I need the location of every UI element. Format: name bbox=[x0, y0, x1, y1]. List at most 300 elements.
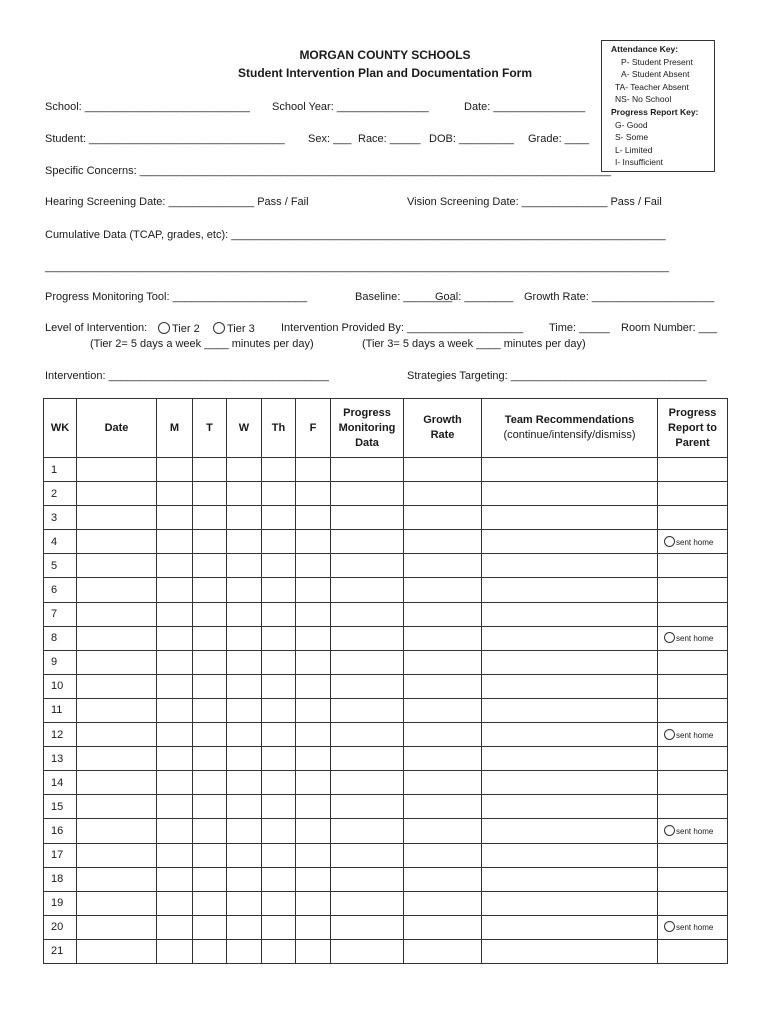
progress-report-cell[interactable] bbox=[658, 674, 728, 698]
progress-report-cell[interactable] bbox=[658, 891, 728, 915]
thursday-cell[interactable] bbox=[262, 554, 296, 578]
tuesday-cell[interactable] bbox=[193, 506, 227, 530]
team-recommendations-cell[interactable] bbox=[482, 650, 658, 674]
week-cell: 21 bbox=[44, 939, 77, 963]
wednesday-cell[interactable] bbox=[227, 915, 262, 939]
wednesday-cell[interactable] bbox=[227, 602, 262, 626]
monday-cell[interactable] bbox=[157, 795, 193, 819]
friday-cell[interactable] bbox=[296, 795, 331, 819]
date-cell[interactable] bbox=[77, 674, 157, 698]
progress-monitoring-cell[interactable] bbox=[331, 674, 404, 698]
col-wk-header: WK bbox=[44, 399, 77, 458]
growth-rate-cell[interactable] bbox=[404, 723, 482, 747]
student-field[interactable]: Student: ________________________________ bbox=[45, 133, 285, 145]
thursday-cell[interactable] bbox=[262, 506, 296, 530]
week-cell: 20 bbox=[44, 915, 77, 939]
tuesday-cell[interactable] bbox=[193, 554, 227, 578]
table-row bbox=[44, 626, 728, 650]
monday-cell[interactable] bbox=[157, 554, 193, 578]
monday-cell[interactable] bbox=[157, 819, 193, 843]
tuesday-cell[interactable] bbox=[193, 458, 227, 482]
date-cell[interactable] bbox=[77, 747, 157, 771]
progress-monitoring-cell[interactable] bbox=[331, 795, 404, 819]
tuesday-cell[interactable] bbox=[193, 698, 227, 722]
team-recommendations-cell[interactable] bbox=[482, 771, 658, 795]
progress-monitoring-cell[interactable] bbox=[331, 891, 404, 915]
wednesday-cell[interactable] bbox=[227, 458, 262, 482]
thursday-cell[interactable] bbox=[262, 891, 296, 915]
col-progress-monitoring-header bbox=[331, 399, 404, 458]
progress-report-cell[interactable] bbox=[658, 578, 728, 602]
week-cell: 18 bbox=[44, 867, 77, 891]
header-line: Progress bbox=[668, 406, 717, 419]
friday-cell[interactable] bbox=[296, 867, 331, 891]
date-cell[interactable] bbox=[77, 698, 157, 722]
progress-report-cell[interactable] bbox=[658, 530, 728, 554]
date-cell[interactable] bbox=[77, 530, 157, 554]
intervention-field[interactable]: Intervention: ____________________________________ bbox=[45, 370, 329, 382]
monday-cell[interactable] bbox=[157, 674, 193, 698]
date-cell[interactable] bbox=[77, 650, 157, 674]
sent-home-radio[interactable] bbox=[664, 536, 675, 547]
tuesday-cell[interactable] bbox=[193, 939, 227, 963]
monday-cell[interactable] bbox=[157, 458, 193, 482]
week-cell: 15 bbox=[44, 795, 77, 819]
date-cell[interactable] bbox=[77, 843, 157, 867]
friday-cell[interactable] bbox=[296, 650, 331, 674]
table-row bbox=[44, 723, 728, 747]
monday-cell[interactable] bbox=[157, 843, 193, 867]
tier2-radio[interactable] bbox=[158, 322, 170, 334]
cumulative-data-field[interactable]: Cumulative Data (TCAP, grades, etc): _______________________________________________________________________ bbox=[45, 229, 666, 241]
progress-report-cell[interactable] bbox=[658, 554, 728, 578]
growth-rate-cell[interactable] bbox=[404, 674, 482, 698]
date-cell[interactable] bbox=[77, 939, 157, 963]
header-line: Monitoring bbox=[338, 421, 396, 434]
thursday-cell[interactable] bbox=[262, 723, 296, 747]
monday-cell[interactable] bbox=[157, 482, 193, 506]
tier3-label: Tier 3 bbox=[227, 323, 255, 335]
growth-rate-field[interactable]: Growth Rate: ____________________ bbox=[524, 291, 715, 303]
progress-monitoring-cell[interactable] bbox=[331, 650, 404, 674]
monday-cell[interactable] bbox=[157, 578, 193, 602]
team-recommendations-cell[interactable] bbox=[482, 723, 658, 747]
provided-by-field[interactable]: Intervention Provided By: ___________________ bbox=[281, 322, 524, 334]
monday-cell[interactable] bbox=[157, 698, 193, 722]
wednesday-cell[interactable] bbox=[227, 891, 262, 915]
monday-cell[interactable] bbox=[157, 915, 193, 939]
progress-monitoring-cell[interactable] bbox=[331, 747, 404, 771]
team-recommendations-cell[interactable] bbox=[482, 819, 658, 843]
specific-concerns-field[interactable]: Specific Concerns: _____________________________________________________________________________ bbox=[45, 165, 611, 177]
progress-monitoring-cell[interactable] bbox=[331, 602, 404, 626]
header-line: (continue/intensify/dismiss) bbox=[503, 429, 636, 441]
tuesday-cell[interactable] bbox=[193, 482, 227, 506]
wednesday-cell[interactable] bbox=[227, 626, 262, 650]
sent-home-option[interactable] bbox=[658, 827, 713, 836]
tuesday-cell[interactable] bbox=[193, 747, 227, 771]
school-field[interactable]: School: ___________________________ bbox=[45, 101, 250, 113]
tuesday-cell[interactable] bbox=[193, 578, 227, 602]
team-recommendations-cell[interactable] bbox=[482, 698, 658, 722]
growth-rate-cell[interactable] bbox=[404, 650, 482, 674]
sent-home-label: sent home bbox=[676, 537, 714, 547]
wednesday-cell[interactable] bbox=[227, 578, 262, 602]
friday-cell[interactable] bbox=[296, 819, 331, 843]
progress-monitoring-cell[interactable] bbox=[331, 843, 404, 867]
progress-report-cell[interactable] bbox=[658, 506, 728, 530]
friday-cell[interactable] bbox=[296, 843, 331, 867]
thursday-cell[interactable] bbox=[262, 747, 296, 771]
week-cell: 8 bbox=[44, 626, 77, 650]
growth-rate-cell[interactable] bbox=[404, 602, 482, 626]
team-recommendations-cell[interactable] bbox=[482, 795, 658, 819]
tuesday-cell[interactable] bbox=[193, 602, 227, 626]
week-cell: 2 bbox=[44, 482, 77, 506]
sent-home-option[interactable] bbox=[658, 731, 713, 740]
sex-field[interactable]: Sex: ___ bbox=[308, 133, 352, 145]
thursday-cell[interactable] bbox=[262, 915, 296, 939]
week-cell: 11 bbox=[44, 698, 77, 722]
progress-monitoring-cell[interactable] bbox=[331, 578, 404, 602]
friday-cell[interactable] bbox=[296, 939, 331, 963]
thursday-cell[interactable] bbox=[262, 939, 296, 963]
thursday-cell[interactable] bbox=[262, 795, 296, 819]
progress-monitoring-cell[interactable] bbox=[331, 771, 404, 795]
week-cell: 19 bbox=[44, 891, 77, 915]
attendance-key-item: A- Student Absent bbox=[621, 69, 690, 80]
wednesday-cell[interactable] bbox=[227, 482, 262, 506]
growth-rate-cell[interactable] bbox=[404, 530, 482, 554]
progress-monitoring-cell[interactable] bbox=[331, 723, 404, 747]
friday-cell[interactable] bbox=[296, 891, 331, 915]
thursday-cell[interactable] bbox=[262, 771, 296, 795]
col-team-recommendations-header bbox=[482, 399, 658, 458]
tuesday-cell[interactable] bbox=[193, 867, 227, 891]
cumulative-data-continued[interactable]: ______________________________________________________________________________________________________ bbox=[45, 261, 670, 273]
monday-cell[interactable] bbox=[157, 530, 193, 554]
progress-report-cell[interactable] bbox=[658, 626, 728, 650]
friday-cell[interactable] bbox=[296, 506, 331, 530]
date-cell[interactable] bbox=[77, 506, 157, 530]
wednesday-cell[interactable] bbox=[227, 554, 262, 578]
friday-cell[interactable] bbox=[296, 578, 331, 602]
tuesday-cell[interactable] bbox=[193, 795, 227, 819]
monday-cell[interactable] bbox=[157, 747, 193, 771]
progress-key-item: G- Good bbox=[615, 119, 648, 130]
date-cell[interactable] bbox=[77, 626, 157, 650]
progress-monitoring-cell[interactable] bbox=[331, 554, 404, 578]
monitoring-tool-field[interactable]: Progress Monitoring Tool: ______________________ bbox=[45, 291, 308, 303]
col-growth-rate-header bbox=[404, 399, 482, 458]
friday-cell[interactable] bbox=[296, 530, 331, 554]
date-cell[interactable] bbox=[77, 482, 157, 506]
tuesday-cell[interactable] bbox=[193, 771, 227, 795]
table-row bbox=[44, 795, 728, 819]
progress-report-cell[interactable] bbox=[658, 602, 728, 626]
strategies-field[interactable]: Strategies Targeting: ________________________________ bbox=[407, 370, 707, 382]
progress-monitoring-cell[interactable] bbox=[331, 698, 404, 722]
wednesday-cell[interactable] bbox=[227, 771, 262, 795]
header-line: Progress bbox=[343, 406, 391, 419]
growth-rate-cell[interactable] bbox=[404, 867, 482, 891]
growth-rate-cell[interactable] bbox=[404, 554, 482, 578]
wednesday-cell[interactable] bbox=[227, 747, 262, 771]
thursday-cell[interactable] bbox=[262, 843, 296, 867]
table-row bbox=[44, 458, 728, 482]
col-friday-header: F bbox=[296, 399, 331, 458]
progress-monitoring-cell[interactable] bbox=[331, 867, 404, 891]
wednesday-cell[interactable] bbox=[227, 506, 262, 530]
wednesday-cell[interactable] bbox=[227, 939, 262, 963]
growth-rate-cell[interactable] bbox=[404, 458, 482, 482]
progress-report-cell[interactable] bbox=[658, 819, 728, 843]
progress-key-title: Progress Report Key: bbox=[611, 106, 699, 117]
growth-rate-cell[interactable] bbox=[404, 747, 482, 771]
friday-cell[interactable] bbox=[296, 626, 331, 650]
team-recommendations-cell[interactable] bbox=[482, 554, 658, 578]
progress-report-cell[interactable] bbox=[658, 867, 728, 891]
vision-screening-field[interactable]: Vision Screening Date: ______________ Pass / Fail bbox=[407, 196, 662, 208]
team-recommendations-cell[interactable] bbox=[482, 915, 658, 939]
week-cell: 1 bbox=[44, 458, 77, 482]
monday-cell[interactable] bbox=[157, 650, 193, 674]
level-of-intervention-label: Level of Intervention: bbox=[45, 322, 148, 334]
team-recommendations-cell[interactable] bbox=[482, 891, 658, 915]
team-recommendations-cell[interactable] bbox=[482, 602, 658, 626]
progress-monitoring-cell[interactable] bbox=[331, 626, 404, 650]
friday-cell[interactable] bbox=[296, 747, 331, 771]
friday-cell[interactable] bbox=[296, 915, 331, 939]
thursday-cell[interactable] bbox=[262, 650, 296, 674]
date-cell[interactable] bbox=[77, 458, 157, 482]
progress-report-cell[interactable] bbox=[658, 747, 728, 771]
wednesday-cell[interactable] bbox=[227, 843, 262, 867]
table-body bbox=[44, 458, 728, 964]
tuesday-cell[interactable] bbox=[193, 650, 227, 674]
growth-rate-cell[interactable] bbox=[404, 771, 482, 795]
tuesday-cell[interactable] bbox=[193, 843, 227, 867]
org-title: MORGAN COUNTY SCHOOLS bbox=[299, 48, 471, 62]
progress-report-cell[interactable] bbox=[658, 482, 728, 506]
growth-rate-cell[interactable] bbox=[404, 795, 482, 819]
thursday-cell[interactable] bbox=[262, 578, 296, 602]
sent-home-radio[interactable] bbox=[664, 729, 675, 740]
thursday-cell[interactable] bbox=[262, 530, 296, 554]
week-cell: 17 bbox=[44, 843, 77, 867]
date-cell[interactable] bbox=[77, 602, 157, 626]
date-cell[interactable] bbox=[77, 554, 157, 578]
sent-home-option[interactable] bbox=[658, 923, 713, 932]
progress-report-cell[interactable] bbox=[658, 939, 728, 963]
growth-rate-cell[interactable] bbox=[404, 939, 482, 963]
date-cell[interactable] bbox=[77, 578, 157, 602]
progress-report-cell[interactable] bbox=[658, 723, 728, 747]
dob-field[interactable]: DOB: _________ bbox=[429, 133, 515, 145]
growth-rate-cell[interactable] bbox=[404, 915, 482, 939]
header-line: Report to bbox=[668, 421, 717, 434]
progress-report-cell[interactable] bbox=[658, 458, 728, 482]
friday-cell[interactable] bbox=[296, 482, 331, 506]
monday-cell[interactable] bbox=[157, 506, 193, 530]
attendance-key-item: P- Student Present bbox=[621, 56, 693, 67]
tier2-option[interactable] bbox=[158, 322, 200, 335]
monday-cell[interactable] bbox=[157, 626, 193, 650]
date-field[interactable]: Date: _______________ bbox=[464, 101, 586, 113]
goal-field[interactable]: Goal: ________ bbox=[435, 291, 514, 303]
friday-cell[interactable] bbox=[296, 674, 331, 698]
thursday-cell[interactable] bbox=[262, 458, 296, 482]
growth-rate-cell[interactable] bbox=[404, 506, 482, 530]
friday-cell[interactable] bbox=[296, 554, 331, 578]
form-title: Student Intervention Plan and Documentation Form bbox=[237, 66, 532, 80]
tuesday-cell[interactable] bbox=[193, 674, 227, 698]
wednesday-cell[interactable] bbox=[227, 723, 262, 747]
date-cell[interactable] bbox=[77, 891, 157, 915]
wednesday-cell[interactable] bbox=[227, 698, 262, 722]
date-cell[interactable] bbox=[77, 867, 157, 891]
date-cell[interactable] bbox=[77, 915, 157, 939]
header-line: Team Recommendations bbox=[504, 414, 635, 426]
table-row bbox=[44, 698, 728, 722]
team-recommendations-cell[interactable] bbox=[482, 867, 658, 891]
race-field[interactable]: Race: _____ bbox=[358, 133, 421, 145]
hearing-screening-field[interactable]: Hearing Screening Date: ______________ Pass / Fail bbox=[45, 196, 309, 208]
header-line: Growth bbox=[423, 414, 462, 426]
week-cell: 13 bbox=[44, 747, 77, 771]
progress-key-item: S- Some bbox=[615, 132, 649, 143]
progress-monitoring-cell[interactable] bbox=[331, 506, 404, 530]
sent-home-radio[interactable] bbox=[664, 825, 675, 836]
thursday-cell[interactable] bbox=[262, 698, 296, 722]
progress-report-cell[interactable] bbox=[658, 915, 728, 939]
week-cell: 5 bbox=[44, 554, 77, 578]
table-row bbox=[44, 602, 728, 626]
team-recommendations-cell[interactable] bbox=[482, 674, 658, 698]
col-progress-report-header bbox=[658, 399, 728, 458]
room-number-field[interactable]: Room Number: ___ bbox=[621, 322, 717, 334]
friday-cell[interactable] bbox=[296, 698, 331, 722]
date-cell[interactable] bbox=[77, 723, 157, 747]
sent-home-option[interactable] bbox=[658, 634, 713, 643]
progress-monitoring-cell[interactable] bbox=[331, 819, 404, 843]
wednesday-cell[interactable] bbox=[227, 819, 262, 843]
thursday-cell[interactable] bbox=[262, 482, 296, 506]
sent-home-radio[interactable] bbox=[664, 632, 675, 643]
team-recommendations-cell[interactable] bbox=[482, 506, 658, 530]
growth-rate-cell[interactable] bbox=[404, 819, 482, 843]
col-thursday-header: Th bbox=[262, 399, 296, 458]
thursday-cell[interactable] bbox=[262, 626, 296, 650]
team-recommendations-cell[interactable] bbox=[482, 747, 658, 771]
progress-report-cell[interactable] bbox=[658, 795, 728, 819]
progress-report-cell[interactable] bbox=[658, 650, 728, 674]
monday-cell[interactable] bbox=[157, 723, 193, 747]
tier3-note[interactable]: (Tier 3= 5 days a week ____ minutes per day) bbox=[362, 338, 586, 350]
growth-rate-cell[interactable] bbox=[404, 698, 482, 722]
tier3-option[interactable] bbox=[213, 322, 255, 335]
thursday-cell[interactable] bbox=[262, 674, 296, 698]
sent-home-label: sent home bbox=[676, 923, 714, 933]
team-recommendations-cell[interactable] bbox=[482, 482, 658, 506]
table-row bbox=[44, 819, 728, 843]
progress-monitoring-cell[interactable] bbox=[331, 482, 404, 506]
friday-cell[interactable] bbox=[296, 602, 331, 626]
growth-rate-cell[interactable] bbox=[404, 482, 482, 506]
date-cell[interactable] bbox=[77, 819, 157, 843]
table-header-row bbox=[44, 399, 728, 458]
friday-cell[interactable] bbox=[296, 771, 331, 795]
tuesday-cell[interactable] bbox=[193, 530, 227, 554]
team-recommendations-cell[interactable] bbox=[482, 939, 658, 963]
date-cell[interactable] bbox=[77, 795, 157, 819]
monday-cell[interactable] bbox=[157, 891, 193, 915]
team-recommendations-cell[interactable] bbox=[482, 458, 658, 482]
week-cell: 10 bbox=[44, 674, 77, 698]
monday-cell[interactable] bbox=[157, 867, 193, 891]
week-cell: 4 bbox=[44, 530, 77, 554]
growth-rate-cell[interactable] bbox=[404, 578, 482, 602]
tuesday-cell[interactable] bbox=[193, 819, 227, 843]
team-recommendations-cell[interactable] bbox=[482, 843, 658, 867]
wednesday-cell[interactable] bbox=[227, 650, 262, 674]
thursday-cell[interactable] bbox=[262, 602, 296, 626]
tuesday-cell[interactable] bbox=[193, 626, 227, 650]
progress-report-cell[interactable] bbox=[658, 771, 728, 795]
friday-cell[interactable] bbox=[296, 723, 331, 747]
team-recommendations-cell[interactable] bbox=[482, 578, 658, 602]
tier2-note[interactable]: (Tier 2= 5 days a week ____ minutes per day) bbox=[90, 338, 314, 350]
tuesday-cell[interactable] bbox=[193, 891, 227, 915]
growth-rate-cell[interactable] bbox=[404, 843, 482, 867]
col-date-header: Date bbox=[77, 399, 157, 458]
thursday-cell[interactable] bbox=[262, 867, 296, 891]
wednesday-cell[interactable] bbox=[227, 674, 262, 698]
tuesday-cell[interactable] bbox=[193, 723, 227, 747]
grade-field[interactable]: Grade: ____ bbox=[528, 133, 590, 145]
sent-home-radio[interactable] bbox=[664, 921, 675, 932]
wednesday-cell[interactable] bbox=[227, 530, 262, 554]
week-cell: 12 bbox=[44, 723, 77, 747]
progress-monitoring-cell[interactable] bbox=[331, 458, 404, 482]
monday-cell[interactable] bbox=[157, 939, 193, 963]
monday-cell[interactable] bbox=[157, 602, 193, 626]
time-field[interactable]: Time: _____ bbox=[549, 322, 610, 334]
progress-monitoring-cell[interactable] bbox=[331, 939, 404, 963]
date-cell[interactable] bbox=[77, 771, 157, 795]
progress-report-cell[interactable] bbox=[658, 843, 728, 867]
team-recommendations-cell[interactable] bbox=[482, 626, 658, 650]
team-recommendations-cell[interactable] bbox=[482, 530, 658, 554]
sent-home-option[interactable] bbox=[658, 538, 713, 547]
friday-cell[interactable] bbox=[296, 458, 331, 482]
progress-monitoring-cell[interactable] bbox=[331, 530, 404, 554]
tier3-radio[interactable] bbox=[213, 322, 225, 334]
thursday-cell[interactable] bbox=[262, 819, 296, 843]
monday-cell[interactable] bbox=[157, 771, 193, 795]
progress-report-cell[interactable] bbox=[658, 698, 728, 722]
growth-rate-cell[interactable] bbox=[404, 626, 482, 650]
progress-key-item: L- Limited bbox=[615, 144, 653, 155]
wednesday-cell[interactable] bbox=[227, 795, 262, 819]
baseline-field[interactable]: Baseline: ________ bbox=[355, 291, 453, 303]
wednesday-cell[interactable] bbox=[227, 867, 262, 891]
progress-monitoring-cell[interactable] bbox=[331, 915, 404, 939]
school-year-field[interactable]: School Year: _______________ bbox=[272, 101, 429, 113]
col-tuesday-header: T bbox=[193, 399, 227, 458]
growth-rate-cell[interactable] bbox=[404, 891, 482, 915]
tuesday-cell[interactable] bbox=[193, 915, 227, 939]
